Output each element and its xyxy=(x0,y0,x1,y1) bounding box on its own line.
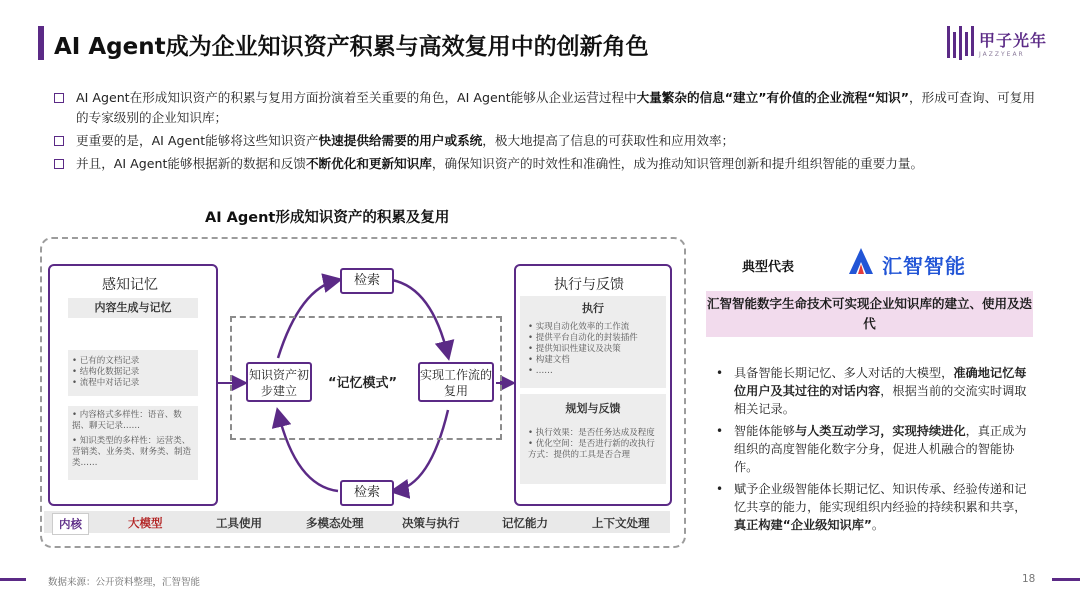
bullet-text: 并且，AI Agent能够根据新的数据和反馈 xyxy=(76,156,306,171)
core-item: 上下文处理 xyxy=(592,516,650,530)
planning-list xyxy=(520,416,666,461)
panel-subtitle: 内容生成与记忆 xyxy=(68,298,198,318)
list-item: • 智能体能够与人类互动学习，实现持续进化，真正成为组织的高度智能化数字分身，促进人机融合的智能协作。 xyxy=(716,424,1027,474)
diversity-list xyxy=(68,406,198,480)
planning-box xyxy=(520,394,666,484)
perception-memory-panel xyxy=(48,264,218,506)
company-feature-list xyxy=(712,364,1032,538)
bullet-bold-text: 大量繁杂的信息“建立”有价值的企业流程“知识” xyxy=(636,90,909,105)
core-item: 记忆能力 xyxy=(502,516,548,530)
footer-accent-right xyxy=(1052,578,1080,581)
bullet-bold-text: 快速提供给需要的用户或系统 xyxy=(318,133,483,148)
record-list xyxy=(68,350,198,396)
page-title: AI Agent成为企业知识资产积累与高效复用中的创新角色 xyxy=(54,34,649,60)
core-item: 多模态处理 xyxy=(306,516,364,530)
core-label: 内核 xyxy=(52,513,89,535)
bullet-dot-icon: • xyxy=(716,366,724,380)
huizhi-logo-icon xyxy=(846,246,876,276)
bullet-dot-icon: • xyxy=(716,482,724,496)
execution-list xyxy=(520,316,666,377)
list-item: • 提供知识性建议及决策 xyxy=(528,344,621,354)
company-name: 汇智智能 xyxy=(882,254,966,278)
planning-subtitle: 规划与反馈 xyxy=(565,402,621,415)
logo-subtext: JAZZYEAR xyxy=(979,51,1025,58)
bullet-text: AI Agent在形成知识资产的积累与复用方面扮演着至关重要的角色，AI Agent能够从企业运营过程中 xyxy=(76,90,637,105)
list-item: • 流程中对话记录 xyxy=(72,378,140,388)
list-item: • …… xyxy=(528,366,553,376)
list-item: • 赋予企业级智能体长期记忆、知识传承、经验传递和记忆共享的能力，能实现组织内经验的持续积累和共享，真正构建“企业级知识库”。 xyxy=(716,482,1027,532)
bullet-text: ，形成可查询、可复用的专家级别的企业知识库； xyxy=(76,90,1035,125)
list-item: • 构建文档 xyxy=(528,355,570,365)
highlight-box: 汇智智能数字生命技术可实现企业知识库的建立、使用及迭代 xyxy=(706,291,1033,337)
list-item: • 已有的文档记录 xyxy=(72,356,140,366)
data-source: 数据来源：公开资料整理，汇智智能 xyxy=(48,577,201,588)
core-capabilities-bar xyxy=(44,511,670,533)
diagram-title: AI Agent形成知识资产的积累及复用 xyxy=(205,210,450,226)
list-item: • 具备智能长期记忆、多人对话的大模型，准确地记忆每位用户及其过往的对话内容，根据当前的交流实时调取相关记录。 xyxy=(716,366,1027,416)
list-item: • 结构化数据记录 xyxy=(72,367,140,377)
bullet-dot-icon: • xyxy=(716,424,724,438)
memory-mode-label: “记忆模式” xyxy=(328,376,398,391)
execution-box xyxy=(520,296,666,388)
logo-text: 甲子光年 xyxy=(979,31,1048,50)
bullet-text: ，确保知识资产的时效性和准确性，成为推动知识管理创新和提升组织智能的重要力量。 xyxy=(431,156,924,171)
knowledge-build-box: 知识资产初步建立 xyxy=(246,362,312,402)
typical-label: 典型代表 xyxy=(742,260,795,275)
core-item: 决策与执行 xyxy=(402,516,460,530)
retrieval-bottom-box: 检索 xyxy=(340,480,394,506)
panel-title: 执行与反馈 xyxy=(554,277,624,293)
page-number: 18 xyxy=(1022,573,1036,585)
bullet-text: ，极大地提高了信息的可获取性和应用效率； xyxy=(482,133,735,148)
bullet-text: 更重要的是，AI Agent能够将这些知识资产 xyxy=(76,133,319,148)
list-item: • 提供平台自动化的封装插件 xyxy=(528,333,638,343)
execution-subtitle: 执行 xyxy=(582,302,604,315)
core-item: 工具使用 xyxy=(216,516,262,530)
core-item: 大模型 xyxy=(128,516,163,530)
retrieval-top-box: 检索 xyxy=(340,268,394,294)
bullet-bold-text: 不断优化和更新知识库 xyxy=(305,156,432,171)
list-item: • 实现自动化效率的工作流 xyxy=(528,322,630,332)
workflow-reuse-box: 实现工作流的复用 xyxy=(418,362,494,402)
panel-title: 感知记忆 xyxy=(102,277,158,293)
list-item: • 内容格式多样性：语音、数据、聊天记录…… xyxy=(72,410,182,431)
list-item: • 知识类型的多样性：运营类、营销类、业务类、财务类、制造类…… xyxy=(72,436,192,468)
footer-accent-left xyxy=(0,578,26,581)
list-item: • 执行效果：是否任务达成及程度 xyxy=(528,428,655,438)
execution-feedback-panel xyxy=(514,264,672,506)
list-item: • 优化空间：是否进行新的改执行方式：提供的工具是否合理 xyxy=(528,439,655,460)
